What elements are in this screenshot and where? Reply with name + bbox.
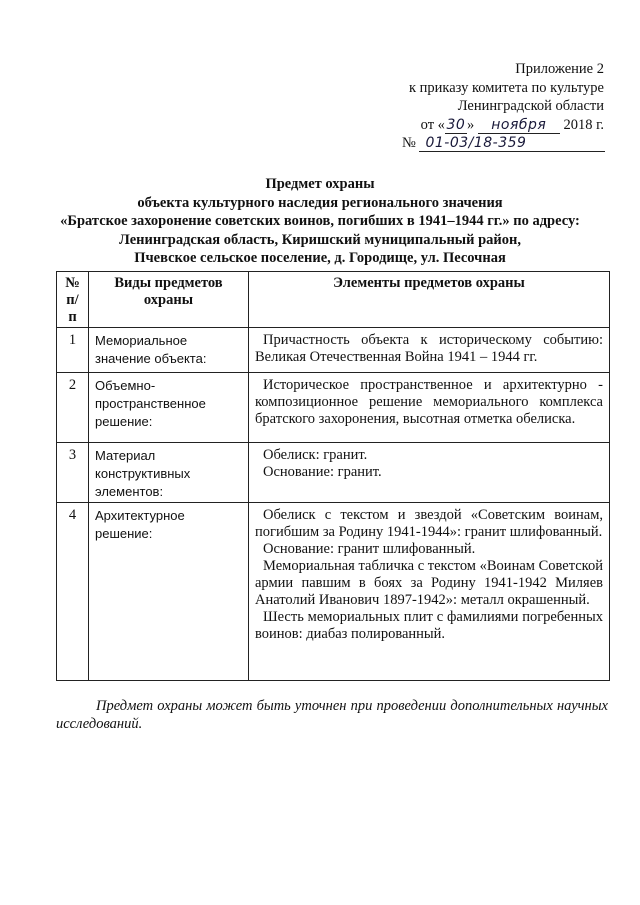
element-item: Основание: гранит.: [263, 464, 382, 480]
row-kind: Материал конструктивных элементов:: [89, 443, 249, 503]
appendix-order-ref: к приказу комитета по культуре: [408, 79, 604, 96]
element-item: Обелиск: гранит.: [263, 447, 368, 463]
number-handwritten: 01-03/18-359: [419, 136, 605, 152]
row-num: 3: [57, 443, 89, 503]
table-row: [57, 443, 610, 503]
title-line-4: Ленинградская область, Киришский муниципальный район,: [118, 231, 521, 248]
title-line-1: Предмет охраны: [265, 176, 375, 192]
row-kind: Объемно-пространственное решение:: [89, 373, 249, 443]
row-elements: [249, 373, 610, 443]
row-kind: Мемориальное значение объекта:: [89, 328, 249, 373]
row-num: 4: [57, 503, 89, 681]
header-elements: Элементы предметов охраны: [249, 272, 610, 328]
title-line-2: объекта культурного наследия регионального значения: [137, 194, 503, 211]
header-num: № п/п: [57, 272, 89, 328]
title-line-5: Пчевское сельское поселение, д. Городище, ул. Песочная: [134, 250, 506, 266]
element-item: Обелиск с текстом и звездой «Советским воинам, погибшим за Родину 1941-1944»: гранит шлифованный.: [255, 507, 603, 540]
date-prefix: от «: [420, 116, 445, 133]
appendix-number-line: [344, 134, 604, 153]
protection-items-table: [56, 271, 610, 681]
table-row: [57, 503, 610, 681]
date-day-handwritten: 30: [446, 116, 466, 133]
row-elements: [249, 328, 610, 373]
element-item: Основание: гранит шлифованный.: [263, 541, 476, 557]
row-num: 2: [57, 373, 89, 443]
table-row: [57, 373, 610, 443]
element-item: Мемориальная табличка с текстом «Воинам Советской армии павшим в боях за Родину 1941-1942 Миляев Анатолий Иванович 1897-1942»: металл окрашенный.: [255, 558, 603, 608]
number-prefix: №: [402, 135, 416, 151]
element-item: Шесть мемориальных плит с фамилиями погребенных воинов: диабаз полированный.: [255, 609, 603, 642]
appendix-region: Ленинградской области: [457, 98, 604, 114]
row-kind: Архитектурное решение:: [89, 503, 249, 681]
document-title: [30, 175, 610, 268]
date-month-handwritten: ноября: [478, 118, 560, 134]
row-elements: [249, 443, 610, 503]
appendix-header: [344, 60, 604, 153]
header-kind: Виды предметов охраны: [89, 272, 249, 328]
row-elements: [249, 503, 610, 681]
table-row: [57, 328, 610, 373]
date-mid: »: [466, 116, 475, 133]
row-num: 1: [57, 328, 89, 373]
footnote-note: Предмет охраны может быть уточнен при проведении дополнительных научных исследований.: [56, 697, 608, 732]
title-line-3: «Братское захоронение советских воинов, погибших в 1941–1944 гг.» по адресу:: [60, 213, 580, 229]
element-item: Историческое пространственное и архитектурно - композиционное решение мемориального комплекса братского захоронения, высотная отметка обелиска.: [255, 377, 603, 427]
appendix-title: Приложение 2: [515, 61, 604, 77]
date-year: 2018 г.: [563, 116, 604, 133]
element-item: Причастность объекта к историческому событию: Великая Отечественная Война 1941 – 1944 гг.: [255, 332, 603, 365]
appendix-date-line: [344, 116, 604, 135]
table-header-row: [57, 272, 610, 328]
